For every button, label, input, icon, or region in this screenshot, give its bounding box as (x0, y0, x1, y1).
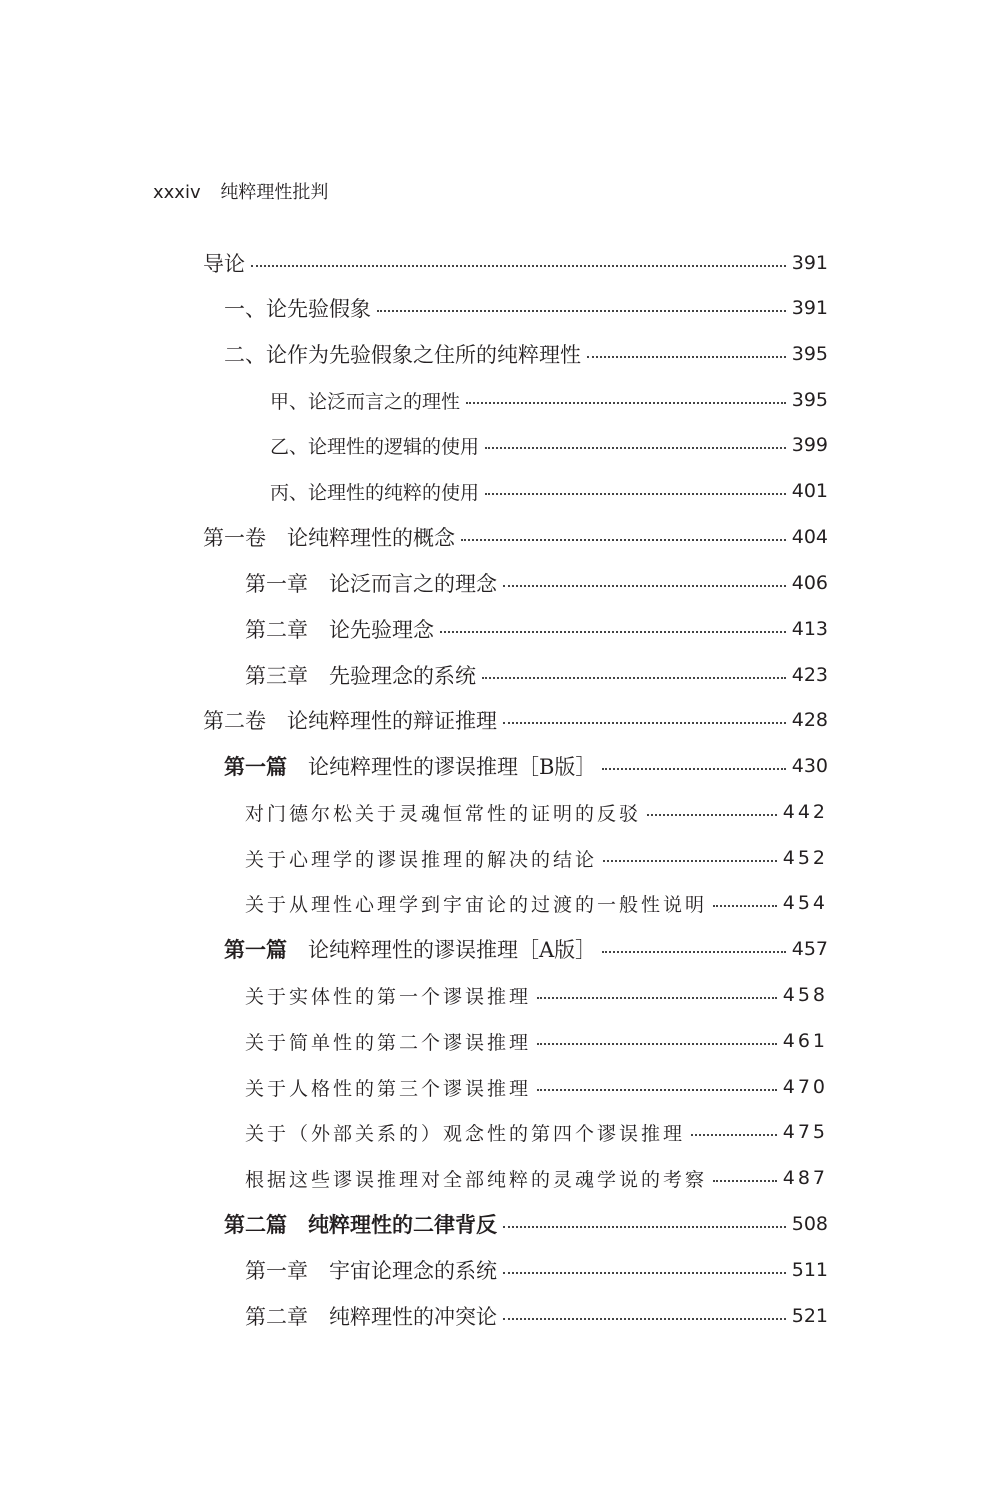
toc-entry-page: 413 (791, 618, 828, 640)
toc-entry (245, 1021, 828, 1061)
toc-entry-title (224, 934, 596, 964)
toc-entry-subtitle: 论纯粹理性的谬误推理［B版］ (287, 755, 597, 779)
toc-entry-title: 乙、论理性的逻辑的使用 (270, 435, 480, 458)
leader-dots (485, 445, 786, 449)
leader-dots (537, 1041, 777, 1045)
toc-entry-subtitle: 论纯粹理性的谬误推理［A版］ (287, 938, 597, 962)
toc-entry (224, 1204, 828, 1244)
toc-entry-title: 二、论作为先验假象之住所的纯粹理性 (224, 343, 581, 367)
toc-entry (224, 288, 828, 328)
toc-entry-page: 475 (782, 1121, 828, 1143)
toc-entry (245, 563, 828, 603)
toc-entry-bold-prefix: 第一篇 (224, 938, 287, 962)
toc-entry-page: 391 (791, 252, 828, 274)
toc-entry-title: 关于实体性的第一个谬误推理 (245, 985, 532, 1008)
toc-entry-bold-prefix: 第二篇 纯粹理性的二律背反 (224, 1213, 497, 1237)
leader-dots (466, 400, 786, 404)
toc-entry-title: 第一章 论泛而言之的理念 (245, 572, 497, 596)
toc-entry (224, 929, 828, 969)
toc-entry-title: 第二章 纯粹理性的冲突论 (245, 1305, 497, 1329)
leader-dots (602, 766, 785, 770)
header-page-number: xxxiv (153, 182, 201, 203)
leader-dots (440, 629, 786, 633)
leader-dots (503, 1316, 786, 1320)
leader-dots (503, 720, 786, 724)
leader-dots (647, 812, 777, 816)
toc-entry-title: 第三章 先验理念的系统 (245, 664, 476, 688)
toc-entry-page: 401 (791, 480, 828, 502)
toc-entry-title: 第二卷 论纯粹理性的辩证推理 (203, 709, 497, 733)
toc-entry (245, 1067, 828, 1107)
toc-entry-title: 导论 (203, 252, 245, 276)
leader-dots (691, 1132, 777, 1136)
leader-dots (482, 675, 786, 679)
toc-entry-page: 511 (791, 1259, 828, 1281)
toc-entry-page: 454 (782, 892, 828, 914)
leader-dots (713, 903, 777, 907)
toc-entry-title: 关于简单性的第二个谬误推理 (245, 1031, 532, 1054)
toc-entry-page: 442 (782, 801, 828, 823)
toc-entry-title: 关于心理学的谬误推理的解决的结论 (245, 848, 598, 871)
toc-entry-page: 428 (791, 709, 828, 731)
toc-entry-title: 第二章 论先验理念 (245, 618, 434, 642)
toc-entry (245, 792, 828, 832)
toc-entry-page: 461 (782, 1030, 828, 1052)
toc-entry-page: 423 (791, 664, 828, 686)
toc-entry (203, 243, 828, 283)
leader-dots (537, 995, 777, 999)
toc-entry (245, 1158, 828, 1198)
leader-dots (713, 1178, 777, 1182)
leader-dots (251, 263, 786, 267)
toc-entry-page: 487 (782, 1167, 828, 1189)
toc-entry-title (224, 1209, 497, 1239)
toc-entry (203, 517, 828, 557)
toc-entry-page: 404 (791, 526, 828, 548)
toc-entry-title: 根据这些谬误推理对全部纯粹的灵魂学说的考察 (245, 1168, 708, 1191)
toc-entry-page: 457 (791, 938, 828, 960)
toc-entry (203, 700, 828, 740)
leader-dots (503, 1224, 786, 1228)
leader-dots (603, 858, 777, 862)
toc-entry (224, 746, 828, 786)
header-book-title: 纯粹理性批判 (220, 182, 329, 203)
toc-entry-bold-prefix: 第一篇 (224, 755, 287, 779)
toc-entry (270, 380, 828, 420)
leader-dots (485, 491, 786, 495)
toc-entry-title: 第一卷 论纯粹理性的概念 (203, 526, 455, 550)
toc-entry-page: 395 (791, 343, 828, 365)
leader-dots (503, 1270, 786, 1274)
toc-entry (245, 975, 828, 1015)
toc-entry (245, 655, 828, 695)
toc-entry-page: 395 (791, 389, 828, 411)
leader-dots (461, 537, 786, 541)
toc-entry-page: 430 (791, 755, 828, 777)
leader-dots (587, 354, 786, 358)
leader-dots (377, 308, 786, 312)
toc-entry (224, 334, 828, 374)
toc-entry-title: 甲、论泛而言之的理性 (270, 390, 461, 413)
toc-entry (245, 1112, 828, 1152)
toc-entry-page: 521 (791, 1305, 828, 1327)
toc-entry-page: 452 (782, 847, 828, 869)
toc-entry-page: 470 (782, 1076, 828, 1098)
leader-dots (537, 1087, 777, 1091)
toc-entry (245, 1250, 828, 1290)
toc-entry-title: 对门德尔松关于灵魂恒常性的证明的反驳 (245, 802, 642, 825)
leader-dots (602, 949, 786, 953)
toc-entry (245, 609, 828, 649)
toc-entry-page: 391 (791, 297, 828, 319)
toc-entry-title: 关于从理性心理学到宇宙论的过渡的一般性说明 (245, 893, 708, 916)
toc-entry (245, 883, 828, 923)
toc-entry-title: 丙、论理性的纯粹的使用 (270, 481, 480, 504)
toc-entry-title (224, 751, 596, 781)
toc-entry-title: 关于（外部关系的）观念性的第四个谬误推理 (245, 1122, 686, 1145)
toc-entry (270, 425, 828, 465)
toc-entry-page: 458 (782, 984, 828, 1006)
toc-entry (245, 838, 828, 878)
toc-entry-page: 399 (791, 434, 828, 456)
leader-dots (503, 583, 786, 587)
toc-entry-title: 一、论先验假象 (224, 297, 371, 321)
toc-entry (245, 1296, 828, 1336)
toc-entry-title: 关于人格性的第三个谬误推理 (245, 1077, 532, 1100)
running-header (153, 178, 328, 204)
toc-entry-page: 406 (791, 572, 828, 594)
toc-entry-page: 508 (791, 1213, 828, 1235)
toc-entry-title: 第一章 宇宙论理念的系统 (245, 1259, 497, 1283)
toc-entry (270, 471, 828, 511)
